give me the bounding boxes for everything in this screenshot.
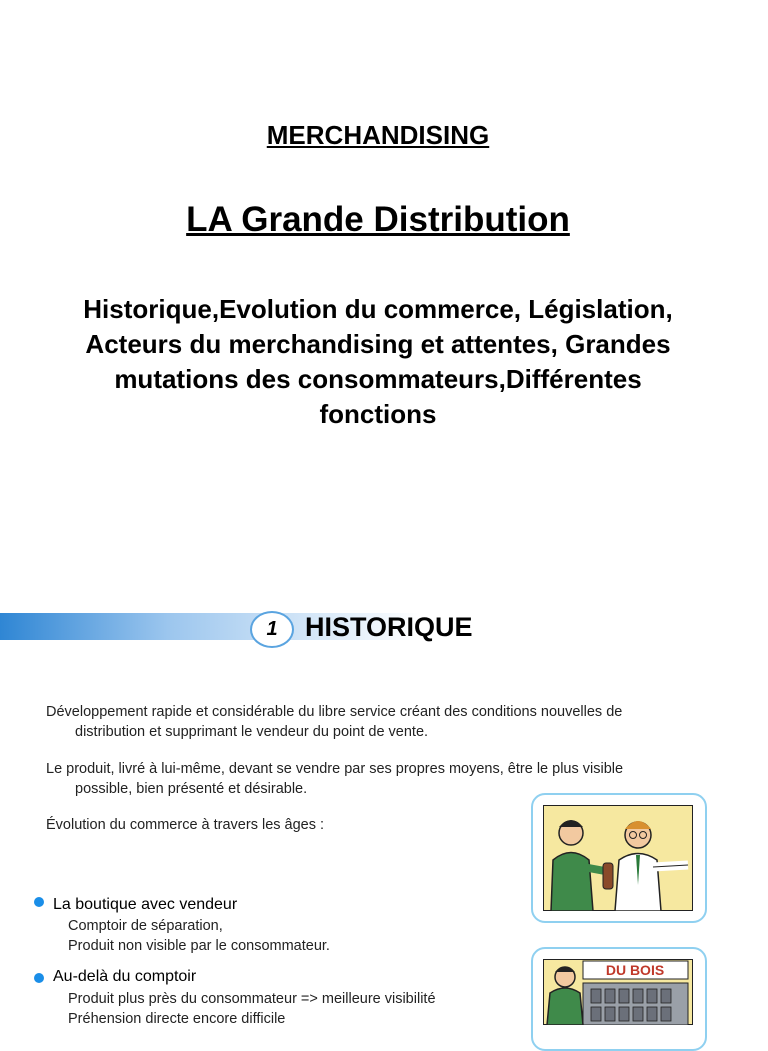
paragraph-1-line-2: distribution et supprimant le vendeur du point de vente. — [75, 724, 429, 740]
illustration-frame-2 — [531, 947, 707, 1051]
bullet-dot-icon — [34, 897, 44, 907]
bullet-title-1: La boutique avec vendeur — [53, 896, 238, 913]
shop-counter-cartoon-icon — [543, 805, 693, 911]
shop-sign-text: DU BOIS — [605, 962, 665, 978]
section-number-badge: 1 — [250, 611, 294, 648]
paragraph-1-line-1: Développement rapide et considérable du libre service créant des conditions nouvelles de — [46, 704, 623, 720]
subtitle: Historique,Evolution du commerce, Législation, Acteurs du merchandising et attentes, Grandes mutations des consommateurs,Différentes fonctions — [83, 294, 673, 429]
bullet-title-2: Au-delà du comptoir — [53, 968, 197, 985]
bullet-2-line-1: Produit plus près du consommateur => meilleure visibilité — [68, 991, 436, 1007]
bullet-1-line-2: Produit non visible par le consommateur. — [68, 938, 330, 954]
illustration-frame-1 — [531, 793, 707, 923]
bullet-2-line-2: Préhension directe encore difficile — [68, 1011, 286, 1027]
bullet-dot-icon — [34, 973, 44, 983]
main-title: LA Grande Distribution — [186, 200, 570, 239]
paragraph-3-line-1: Évolution du commerce à travers les âges : — [46, 817, 325, 833]
paragraph-2-line-1: Le produit, livré à lui-même, devant se vendre par ses propres moyens, être le plus visible — [46, 761, 624, 777]
bullet-1-line-1: Comptoir de séparation, — [68, 918, 223, 934]
paragraph-1 — [46, 702, 736, 742]
section-title: HISTORIQUE — [305, 612, 473, 642]
document-title: MERCHANDISING — [266, 120, 490, 150]
shop-shelves-cartoon-icon — [543, 959, 693, 1025]
paragraph-2-line-2: possible, bien présenté et désirable. — [75, 781, 308, 797]
